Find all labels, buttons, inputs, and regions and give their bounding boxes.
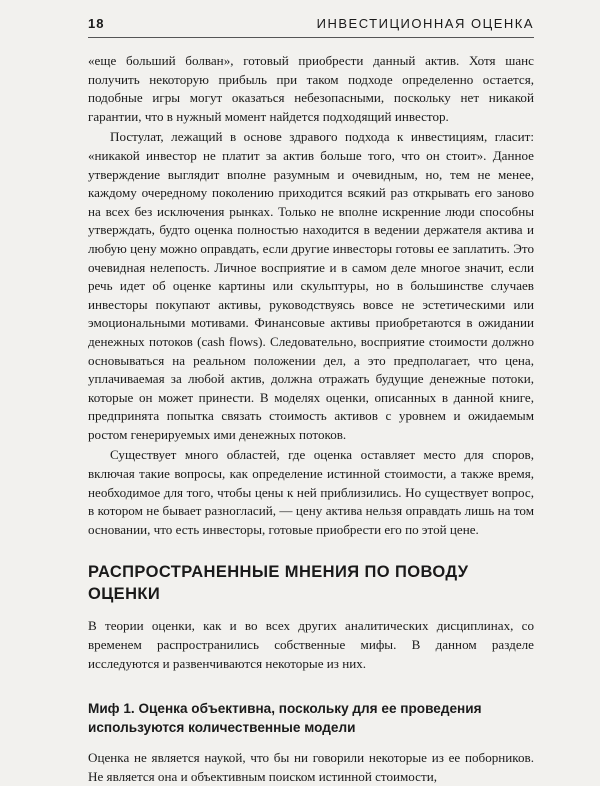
page-number: 18 [88, 15, 105, 31]
section-heading: РАСПРОСТРАНЕННЫЕ МНЕНИЯ ПО ПОВОДУ ОЦЕНКИ [88, 563, 469, 604]
running-title: ИНВЕСТИЦИОННАЯ ОЦЕНКА [316, 15, 534, 31]
paragraph-2: Постулат, лежащий в основе здравого подхода к инвестициям, гласит: «никакой инвестор не платит за актив больше того, что он стоит». Данное утверждение выглядит вполне разумным и очевидным, но, тем не менее, каждому очередному поколению приходится всякий раз открывать его заново на всех без исключения рынках. Только не вполне искренние люди способны утверждать, будто оценка полностью находится в ведении держателя актива и любую цену можно оправдать, если другие инвесторы готовы ее заплатить. Это очевидная нелепость. Личное восприятие и в самом деле многое значит, если речь идет об оценке картины или скульптуры, но в большинстве случаев инвесторы покупают активы, руководствуясь вовсе не эстетическими или эмоциональными мотивами. Финансовые активы приобретаются в ожидании денежных потоков (cash flows). Следовательно, восприятие стоимости должно основываться на реальном положении дел, а это предполагает, что цена, уплачиваемая за любой актив, должна отражать будущие денежные потоки, которые он может принести. В моделях оценки, описанных в данной книге, предпринята попытка связать стоимость активов с уровнем и ожидаемым ростом генерируемых ими денежных потоков. [88, 129, 534, 442]
paragraph-3: Существует много областей, где оценка оставляет место для споров, включая такие вопросы, как определение истинной стоимости, а также время, необходимое для того, чтобы цены к ней приблизились. Но существует вопрос, в котором не бывает разногласий, — цену актива нельзя оправдать лишь на том основании, что есть инвесторы, готовые приобрести его по этой цене. [88, 447, 534, 537]
paragraph-1: «еще больший болван», готовый приобрести данный актив. Хотя шанс получить некоторую прибыль при таком подходе определенно остается, подобные игры могут оказаться небезопасными, поскольку нет никакой гарантии, что в нужный момент найдется подходящий инвестор. [88, 53, 534, 124]
subsection-heading: Миф 1. Оценка объективна, поскольку для ее проведения используются количественные модели [88, 701, 482, 736]
running-header [88, 12, 534, 34]
paragraph-4: В теории оценки, как и во всех других аналитических дисциплинах, со временем распространились собственные мифы. В данном разделе исследуются и развенчиваются некоторые из них. [88, 618, 534, 671]
paragraph-5: Оценка не является наукой, что бы ни говорили некоторые из ее поборников. Не является она и объективным поиском истинной стоимости, [88, 750, 534, 784]
page-body [88, 52, 534, 786]
header-rule [88, 37, 534, 38]
